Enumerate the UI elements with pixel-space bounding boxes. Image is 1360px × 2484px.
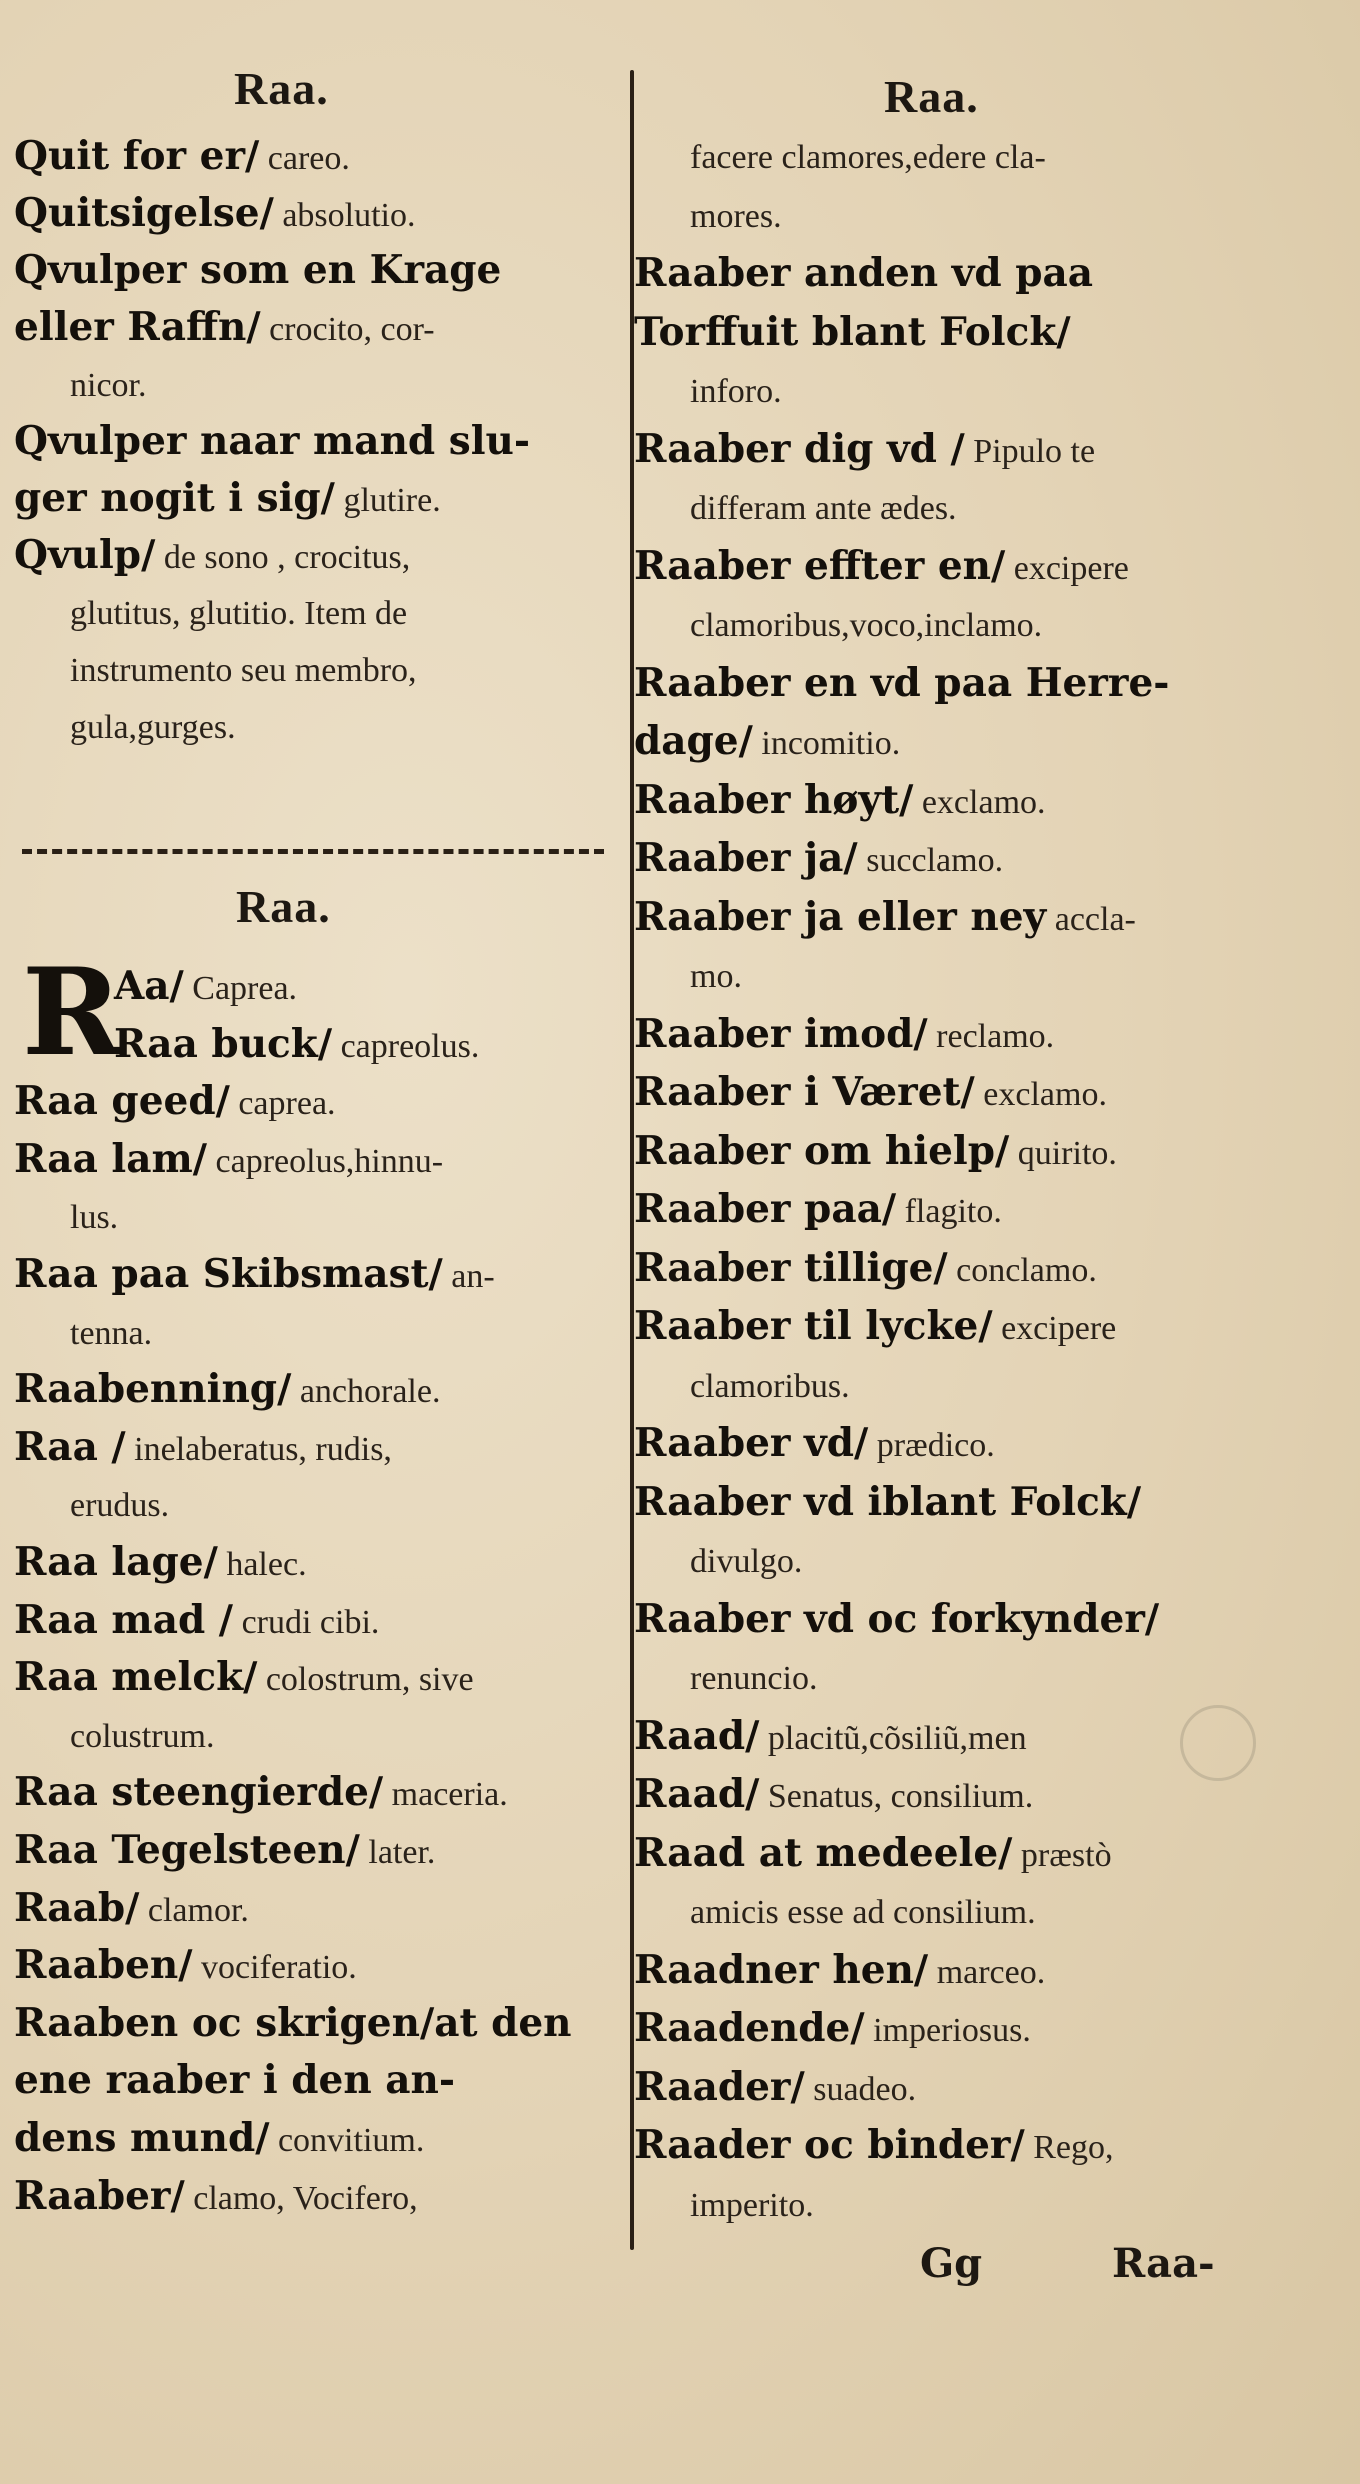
entry-translation: conclamo.	[947, 1251, 1097, 1289]
entry-headword: Raaber ja eller ney	[634, 893, 1047, 940]
entry-headword: Raad/	[634, 1771, 760, 1817]
entry-line	[634, 596, 1042, 654]
entry-headword: Raaber i Været/	[634, 1069, 975, 1115]
entry-line	[634, 421, 1095, 480]
entry-translation: careo.	[259, 140, 350, 177]
entry-headword: dens mund/	[14, 2115, 270, 2161]
entry-headword: Qvulper som en Krage	[14, 247, 502, 293]
section-separator	[22, 849, 604, 854]
entry-line	[14, 2110, 424, 2169]
entry-translation: erudus.	[70, 1487, 170, 1525]
entry-line	[634, 1591, 1159, 1648]
entry-line	[634, 479, 957, 537]
entry-line	[634, 538, 1129, 597]
entry-headword: Quit for er/	[14, 133, 260, 179]
entry-translation: prædico.	[868, 1427, 995, 1464]
entry-line	[634, 1181, 1002, 1240]
entry-line	[14, 1822, 435, 1881]
drop-cap: R	[22, 942, 122, 1083]
entry-line	[634, 1240, 1097, 1299]
entry-translation: suadeo.	[804, 2070, 917, 2108]
entry-line	[634, 1123, 1117, 1182]
entry-headword: Raa buck/	[114, 1020, 333, 1067]
entry-translation: succlamo.	[857, 842, 1004, 879]
entry-line	[634, 128, 1046, 186]
entry-translation: tenna.	[70, 1314, 153, 1352]
entry-translation: de sono , crocitus,	[155, 539, 411, 576]
catchword: Raa-	[1112, 2240, 1215, 2287]
entry-headword: Raaber vd iblant Folck/	[634, 1478, 1142, 1525]
entry-translation: halec.	[217, 1546, 307, 1583]
entry-line	[634, 1415, 995, 1474]
entry-line	[14, 1534, 307, 1593]
entry-headword: Raaber vd oc forkynder/	[634, 1595, 1160, 1642]
entry-headword: Raa /	[14, 1423, 126, 1470]
entry-line	[114, 958, 297, 1017]
entry-headword: Raaber paa/	[634, 1186, 897, 1232]
entry-translation: vociferatio.	[192, 1949, 357, 1987]
entry-translation: flagito.	[896, 1193, 1002, 1230]
entry-line	[14, 1131, 443, 1190]
entry-translation: glutire.	[334, 482, 441, 519]
entry-line	[14, 299, 435, 358]
entry-headword: Raaber tillige/	[634, 1244, 948, 1291]
entry-line	[634, 1649, 817, 1707]
entry-translation: excipere	[1005, 549, 1129, 587]
entry-line	[634, 187, 782, 245]
paper-stain	[1180, 1705, 1256, 1781]
entry-line	[634, 2000, 1031, 2059]
left-running-head: Raa.	[234, 63, 329, 114]
entry-headword: Raaber vd/	[634, 1420, 869, 1466]
entry-line	[634, 1883, 1036, 1941]
entry-headword: Raaben/	[14, 1942, 193, 1989]
entry-line	[14, 242, 501, 299]
entry-line	[634, 1357, 850, 1415]
entry-headword: ger nogit i sig/	[14, 475, 335, 521]
entry-line	[634, 772, 1046, 831]
entry-line	[14, 413, 530, 470]
entry-translation: præstò	[1012, 1836, 1112, 1874]
entry-line	[634, 362, 782, 420]
entry-line	[14, 2168, 418, 2227]
entry-line	[14, 1995, 572, 2052]
entry-translation: caprea.	[229, 1085, 336, 1123]
entry-translation: Caprea.	[183, 970, 298, 1007]
entry-headword: Raaber en vd paa Herre-	[634, 659, 1170, 706]
entry-translation: marceo.	[928, 1953, 1046, 1991]
entry-line	[14, 1592, 379, 1651]
entry-line	[634, 245, 1093, 302]
entry-line	[634, 1298, 1116, 1357]
entry-headword: Qvulp/	[14, 532, 156, 578]
entry-translation: crocito, cor-	[260, 311, 435, 348]
entry-translation: instrumento seu membro,	[70, 652, 417, 689]
entry-headword: Raaber effter en/	[634, 542, 1006, 589]
entry-headword: Raader oc binder/	[634, 2122, 1025, 2168]
entry-translation: incomitio.	[752, 725, 901, 762]
entry-line	[14, 698, 236, 756]
entry-translation: mores.	[690, 197, 782, 235]
entry-line	[634, 1825, 1112, 1884]
entry-headword: Raa paa Skibsmast/	[14, 1251, 443, 1297]
entry-headword: Raa geed/	[14, 1078, 230, 1125]
entry-translation: differam ante ædes.	[690, 490, 957, 527]
entry-translation: convitium.	[269, 2122, 425, 2159]
entry-headword: dage/	[634, 718, 753, 764]
entry-headword: Raaber imod/	[634, 1010, 928, 1057]
entry-line	[14, 1073, 336, 1132]
entry-line	[634, 655, 1169, 712]
entry-line	[634, 1708, 1027, 1767]
entry-line	[634, 1942, 1045, 2001]
entry-headword: Raadner hen/	[634, 1946, 929, 1993]
entry-translation: facere clamores,edere cla-	[690, 139, 1046, 176]
entry-translation: Senatus, consilium.	[759, 1778, 1034, 1815]
entry-line	[634, 830, 1003, 889]
entry-translation: capreolus.	[332, 1027, 480, 1065]
entry-line	[14, 584, 407, 642]
entry-translation: divulgo.	[690, 1543, 803, 1580]
entry-headword: Torffuit blant Folck/	[634, 308, 1071, 355]
entry-translation: renuncio.	[690, 1660, 818, 1697]
entry-headword: Raa lage/	[14, 1539, 218, 1585]
entry-line	[634, 1006, 1054, 1065]
entry-headword: Raader/	[634, 2063, 805, 2110]
entry-translation: an-	[442, 1258, 495, 1295]
entry-headword: Raabenning/	[14, 1366, 292, 1413]
entry-line	[14, 1937, 357, 1996]
section-header: Raa.	[236, 881, 331, 932]
entry-translation: accla-	[1046, 900, 1136, 938]
entry-translation: inforo.	[690, 373, 782, 410]
entry-headword: Raa lam/	[14, 1135, 208, 1182]
entry-line	[14, 1304, 152, 1362]
entry-headword: eller Raffn/	[14, 304, 261, 350]
entry-translation: Rego,	[1024, 2129, 1114, 2166]
entry-translation: imperiosus.	[864, 2012, 1031, 2049]
right-running-head: Raa.	[884, 71, 979, 122]
signature-mark: Gg	[920, 2240, 983, 2287]
entry-line	[634, 1766, 1033, 1825]
entry-translation: Pipulo te	[964, 432, 1096, 470]
entry-line	[634, 889, 1136, 948]
entry-line	[114, 1016, 479, 1075]
entry-headword: Raaber/	[14, 2172, 185, 2219]
entry-headword: Raa Tegelsteen/	[14, 1827, 360, 1873]
entry-line	[14, 1246, 495, 1305]
entry-translation: mo.	[690, 958, 742, 995]
entry-line	[634, 1474, 1141, 1531]
entry-translation: later.	[359, 1834, 436, 1871]
entry-translation: excipere	[992, 1310, 1117, 1347]
entry-line	[634, 1532, 802, 1590]
entry-translation: capreolus,hinnu-	[207, 1142, 444, 1180]
entry-headword: Raaben oc skrigen/at den	[14, 1999, 572, 2046]
entry-headword: Raaber om hielp/	[634, 1127, 1010, 1174]
entry-translation: imperito.	[690, 2186, 814, 2224]
entry-line	[14, 1419, 392, 1478]
entry-headword: Raad at medeele/	[634, 1829, 1013, 1876]
entry-line	[14, 2052, 455, 2109]
entry-headword: Raaber dig vd /	[634, 425, 965, 472]
entry-translation: amicis esse ad consilium.	[690, 1894, 1036, 1931]
entry-line	[14, 1764, 508, 1823]
entry-line	[14, 1707, 214, 1765]
entry-translation: exclamo.	[913, 783, 1046, 821]
entry-line	[14, 128, 350, 187]
entry-translation: colostrum, sive	[257, 1661, 474, 1699]
entry-line	[14, 185, 416, 244]
entry-translation: reclamo.	[927, 1017, 1055, 1055]
entry-translation: clamoribus,voco,inclamo.	[690, 607, 1043, 644]
entry-translation: lus.	[70, 1199, 119, 1237]
entry-line	[634, 947, 742, 1005]
entry-line	[14, 1361, 440, 1420]
entry-line	[14, 1476, 169, 1534]
entry-headword: Raadende/	[634, 2005, 865, 2051]
entry-line	[14, 1880, 249, 1939]
entry-headword: Raaber anden vd paa	[634, 250, 1094, 296]
entry-translation: clamor.	[139, 1891, 249, 1929]
entry-headword: Raab/	[14, 1884, 140, 1931]
entry-headword: Raaber til lycke/	[634, 1303, 993, 1349]
entry-translation: placitũ,cõsiliũ,men	[759, 1719, 1027, 1757]
entry-translation: exclamo.	[974, 1076, 1107, 1113]
entry-translation: glutitus, glutitio. Item de	[70, 595, 408, 632]
entry-headword: ene raaber i den an-	[14, 2057, 456, 2104]
entry-headword: Raaber ja/	[634, 835, 858, 881]
entry-translation: gula,gurges.	[70, 709, 236, 746]
entry-line	[634, 2176, 814, 2234]
entry-line	[14, 356, 146, 414]
entry-translation: clamoribus.	[690, 1367, 850, 1405]
entry-translation: quirito.	[1009, 1134, 1117, 1172]
entry-headword: Raa melck/	[14, 1654, 258, 1701]
entry-line	[634, 1064, 1107, 1123]
entry-line	[14, 1188, 118, 1246]
entry-translation: nicor.	[70, 367, 147, 404]
entry-headword: Raad/	[634, 1712, 760, 1759]
entry-line	[14, 1649, 474, 1708]
entry-translation: clamo, Vocifero,	[184, 2179, 418, 2217]
entry-headword: Aa/	[114, 963, 184, 1009]
entry-translation: maceria.	[383, 1776, 508, 1814]
entry-line	[634, 713, 900, 772]
entry-line	[634, 2059, 916, 2118]
entry-translation: colustrum.	[70, 1717, 215, 1755]
entry-translation: anchorale.	[291, 1373, 441, 1411]
entry-headword: Raaber høyt/	[634, 776, 914, 823]
entry-translation: inelaberatus, rudis,	[125, 1430, 392, 1468]
entry-headword: Quitsigelse/	[14, 190, 274, 236]
entry-line	[14, 527, 410, 586]
entry-headword: Raa steengierde/	[14, 1769, 384, 1816]
entry-line	[634, 304, 1071, 361]
entry-headword: Raa mad /	[14, 1596, 234, 1643]
entry-translation: crudi cibi.	[233, 1603, 380, 1641]
entry-line	[14, 641, 417, 699]
entry-line	[14, 470, 441, 529]
entry-headword: Qvulper naar mand slu-	[14, 418, 531, 464]
entry-line	[634, 2117, 1114, 2176]
entry-translation: absolutio.	[273, 197, 416, 234]
